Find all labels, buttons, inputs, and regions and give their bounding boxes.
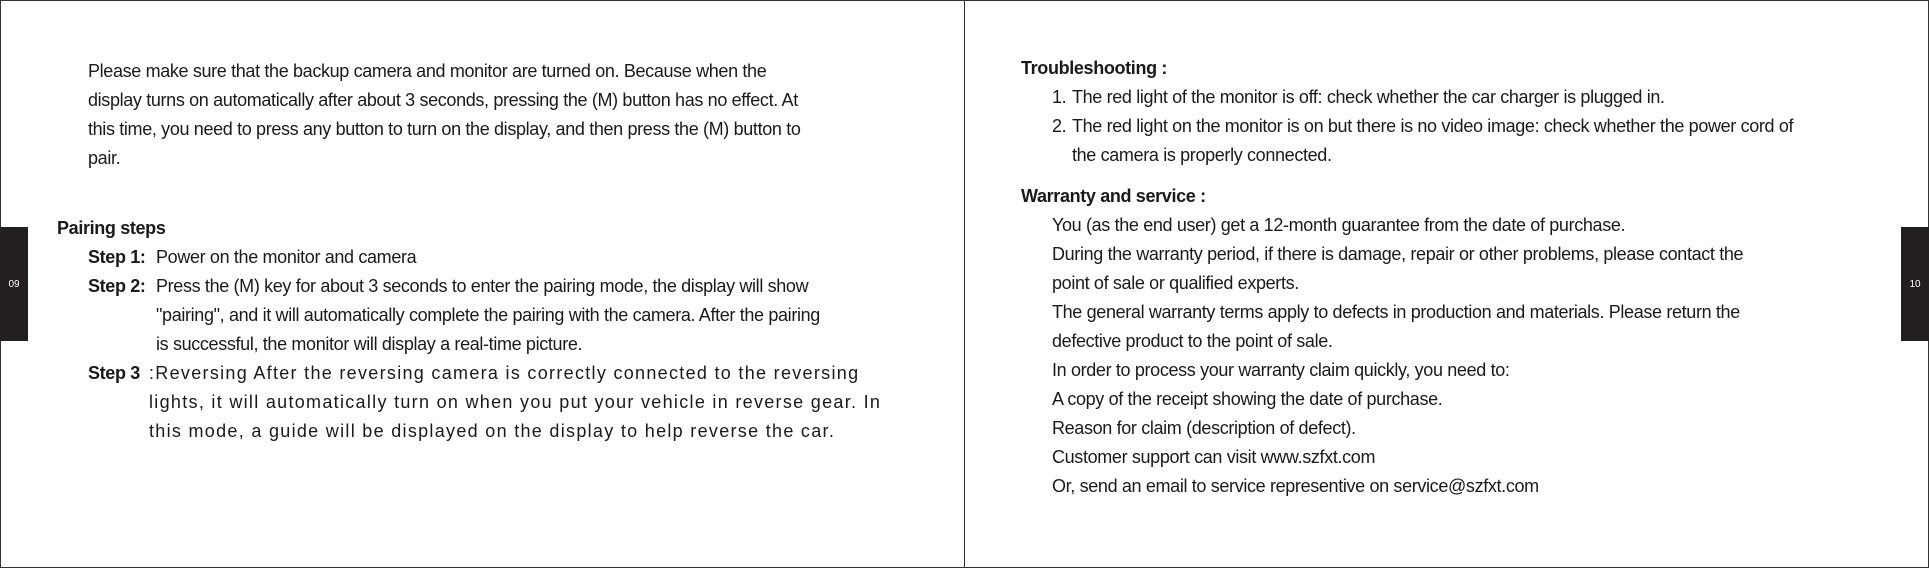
warranty-line: During the warranty period, if there is damage, repair or other problems, please contact the: [1052, 244, 1744, 264]
intro-line: this time, you need to press any button to turn on the display, and then press the (M) button to: [88, 119, 801, 139]
warranty-line: You (as the end user) get a 12-month guarantee from the date of purchase.: [1052, 215, 1626, 235]
step-label: Step 2:: [88, 276, 146, 296]
item-number: 2.: [1052, 116, 1067, 136]
warranty-line: point of sale or qualified experts.: [1052, 273, 1299, 293]
step-line: "pairing", and it will automatically complete the pairing with the camera. After the pairing: [156, 305, 820, 325]
troubleshooting-heading: Troubleshooting :: [1021, 58, 1168, 78]
warranty-line: Reason for claim (description of defect).: [1052, 418, 1356, 438]
page-number-left: 09: [8, 278, 20, 290]
step-line: Press the (M) key for about 3 seconds to enter the pairing mode, the display will show: [156, 276, 809, 296]
page-tab-right: [1901, 227, 1929, 341]
step-line: :Reversing After the reversing camera is correctly connected to the reversing: [149, 363, 860, 383]
page-tab-left: [0, 227, 28, 341]
step-text: [156, 272, 937, 359]
warranty-line: Customer support can visit www.szfxt.com: [1052, 447, 1376, 467]
intro-line: Please make sure that the backup camera and monitor are turned on. Because when the: [88, 61, 767, 81]
page-number-right: 10: [1909, 278, 1921, 290]
troubleshooting-section: [1021, 54, 1901, 170]
warranty-heading: Warranty and service :: [1021, 186, 1206, 206]
item-text: [1072, 112, 1901, 170]
warranty-line: Or, send an email to service representive on service@szfxt.com: [1052, 476, 1539, 496]
item-number: 1.: [1052, 87, 1067, 107]
intro-paragraph: [88, 57, 908, 173]
item-text: [1072, 83, 1901, 112]
step-2: [57, 272, 937, 359]
troubleshooting-item: [1021, 83, 1901, 112]
item-line: The red light on the monitor is on but there is no video image: check whether the power cord of: [1072, 116, 1794, 136]
step-1: [57, 243, 937, 272]
page-divider: [964, 0, 965, 568]
step-line: this mode, a guide will be displayed on the display to help reverse the car.: [149, 421, 836, 441]
warranty-line: In order to process your warranty claim quickly, you need to:: [1052, 360, 1510, 380]
warranty-line: defective product to the point of sale.: [1052, 331, 1333, 351]
pairing-heading: Pairing steps: [57, 218, 166, 238]
warranty-section: [1021, 182, 1901, 501]
intro-line: display turns on automatically after about 3 seconds, pressing the (M) button has no effect. At: [88, 90, 798, 110]
step-text: [156, 243, 937, 272]
step-label: Step 3: [88, 363, 140, 383]
step-line: Power on the monitor and camera: [156, 247, 417, 267]
item-line: the camera is properly connected.: [1072, 145, 1332, 165]
intro-line: pair.: [88, 148, 121, 168]
step-line: lights, it will automatically turn on when you put your vehicle in reverse gear. In: [149, 392, 882, 412]
step-label: Step 1:: [88, 247, 146, 267]
step-3: [57, 359, 937, 446]
pairing-section: [57, 214, 937, 446]
warranty-line: A copy of the receipt showing the date of purchase.: [1052, 389, 1443, 409]
troubleshooting-item: [1021, 112, 1901, 170]
step-text: [149, 359, 937, 446]
item-line: The red light of the monitor is off: check whether the car charger is plugged in.: [1072, 87, 1665, 107]
step-line: is successful, the monitor will display a real-time picture.: [156, 334, 583, 354]
warranty-line: The general warranty terms apply to defects in production and materials. Please return the: [1052, 302, 1740, 322]
